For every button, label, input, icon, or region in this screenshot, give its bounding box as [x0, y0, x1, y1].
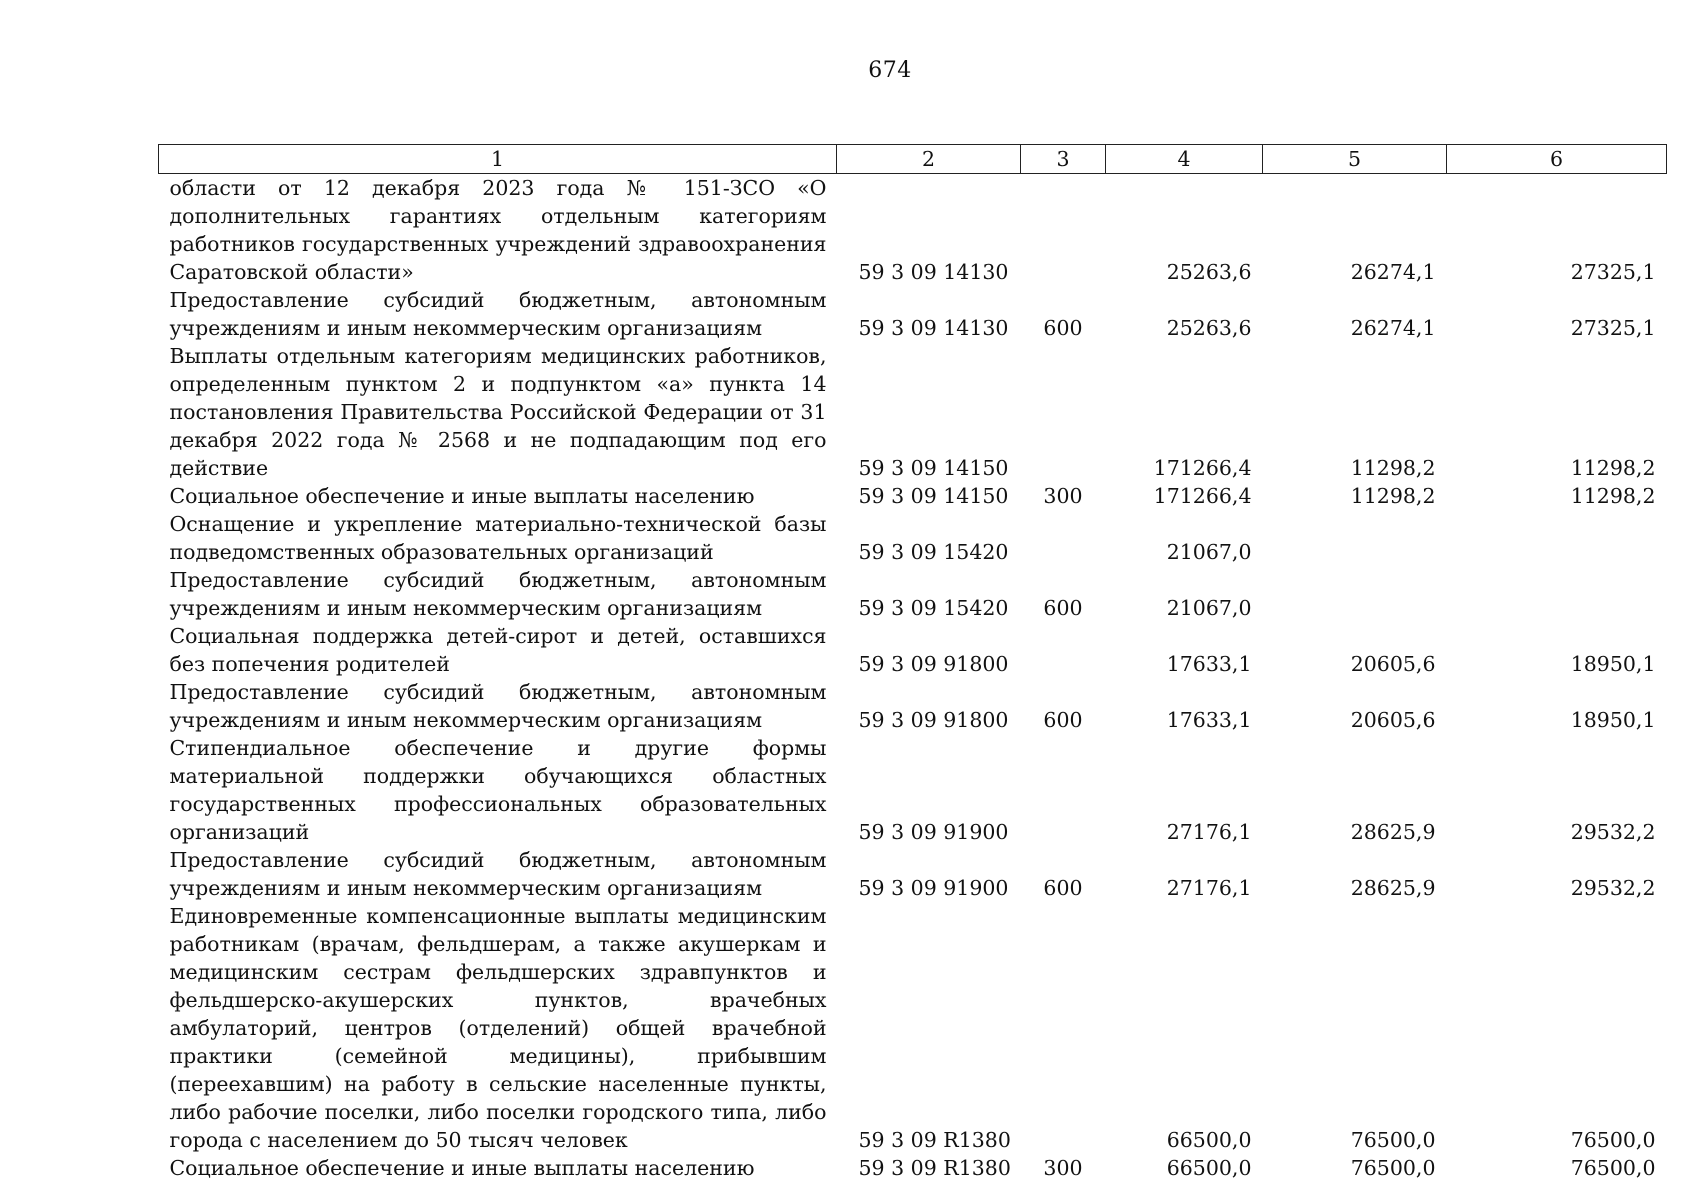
row-value-col-4: 21067,0	[1166, 596, 1252, 620]
row-expense-type: 600	[1043, 876, 1083, 900]
row-value-col-4: 27176,1	[1166, 876, 1252, 900]
row-description: Предоставление субсидий бюджетным, автономным учреждениям и иным некоммерческим организациям	[169, 568, 827, 620]
row-target-code: 59 3 09 91900	[858, 876, 1009, 900]
row-expense-type: 600	[1043, 708, 1083, 732]
row-description: Социальное обеспечение и иные выплаты населению	[169, 1156, 755, 1180]
row-expense-type	[1021, 622, 1106, 678]
row-value-col-5	[1263, 510, 1447, 566]
row-expense-type	[1021, 342, 1106, 482]
row-value-col-5: 26274,1	[1350, 260, 1436, 284]
row-value-col-6: 76500,0	[1570, 1128, 1656, 1152]
header-row	[159, 145, 1667, 174]
row-value-col-6: 27325,1	[1570, 260, 1656, 284]
table-header	[159, 145, 1667, 174]
row-expense-type	[1021, 734, 1106, 846]
header-col-4: 4	[1106, 145, 1263, 174]
table-row	[159, 622, 1667, 678]
row-value-col-4: 27176,1	[1166, 820, 1252, 844]
table-row	[159, 566, 1667, 622]
row-target-code: 59 3 09 R1380	[858, 1156, 1011, 1180]
table-row	[159, 510, 1667, 566]
header-col-3: 3	[1021, 145, 1106, 174]
row-value-col-4: 66500,0	[1166, 1156, 1252, 1180]
row-value-col-5	[1263, 566, 1447, 622]
row-expense-type	[1021, 174, 1106, 287]
row-value-col-4: 25263,6	[1166, 260, 1252, 284]
row-target-code: 59 3 09 15420	[858, 540, 1009, 564]
table-row	[159, 902, 1667, 1154]
row-value-col-5: 28625,9	[1350, 820, 1436, 844]
header-col-2: 2	[837, 145, 1021, 174]
row-value-col-6	[1447, 566, 1667, 622]
row-expense-type	[1021, 902, 1106, 1154]
table-row	[159, 174, 1667, 287]
row-value-col-6: 11298,2	[1570, 456, 1656, 480]
table-body	[159, 174, 1667, 1183]
row-description: Единовременные компенсационные выплаты медицинским работникам (врачам, фельдшерам, а также акушеркам и медицинским сестрам фельдшерских здравпунктов и фельдшерско-акушерских пунктов, врачебных амбулаторий, центров (отделений) общей врачебной практики (семейной медицины), прибывшим (переехавшим) на работу в сельские населенные пункты, либо рабочие поселки, либо поселки городского типа, либо города с населением до 50 тысяч человек	[169, 904, 827, 1152]
row-value-col-4: 17633,1	[1166, 708, 1252, 732]
table-row	[159, 846, 1667, 902]
row-value-col-5: 11298,2	[1350, 456, 1436, 480]
row-value-col-6: 29532,2	[1570, 876, 1656, 900]
row-target-code: 59 3 09 91800	[858, 652, 1009, 676]
row-value-col-5: 76500,0	[1350, 1128, 1436, 1152]
row-value-col-6: 11298,2	[1570, 484, 1656, 508]
budget-table	[158, 144, 1667, 1182]
table-row	[159, 286, 1667, 342]
row-expense-type: 600	[1043, 596, 1083, 620]
header-col-1: 1	[159, 145, 837, 174]
page-number: 674	[868, 58, 912, 83]
table-row	[159, 678, 1667, 734]
row-expense-type: 300	[1043, 484, 1083, 508]
row-target-code: 59 3 09 14130	[858, 316, 1009, 340]
row-value-col-4: 17633,1	[1166, 652, 1252, 676]
row-expense-type: 300	[1043, 1156, 1083, 1180]
row-expense-type	[1021, 510, 1106, 566]
row-target-code: 59 3 09 91800	[858, 708, 1009, 732]
row-description: Стипендиальное обеспечение и другие формы материальной поддержки обучающихся областных государственных профессиональных образовательных организаций	[169, 736, 827, 844]
header-col-6: 6	[1447, 145, 1667, 174]
row-description: Оснащение и укрепление материально-технической базы подведомственных образовательных организаций	[169, 512, 827, 564]
row-value-col-5: 28625,9	[1350, 876, 1436, 900]
row-target-code: 59 3 09 14130	[858, 260, 1009, 284]
header-col-5: 5	[1263, 145, 1447, 174]
row-value-col-6	[1447, 510, 1667, 566]
row-value-col-6: 76500,0	[1570, 1156, 1656, 1180]
row-value-col-5: 26274,1	[1350, 316, 1436, 340]
table-row	[159, 734, 1667, 846]
row-expense-type: 600	[1043, 316, 1083, 340]
row-description: области от 12 декабря 2023 года № 151-ЗСО «О дополнительных гарантиях отдельным категориям работников государственных учреждений здравоохранения Саратовской области»	[169, 176, 827, 284]
table-row	[159, 482, 1667, 510]
row-value-col-5: 76500,0	[1350, 1156, 1436, 1180]
row-value-col-4: 171266,4	[1153, 456, 1252, 480]
row-value-col-6: 18950,1	[1570, 708, 1656, 732]
row-description: Предоставление субсидий бюджетным, автономным учреждениям и иным некоммерческим организациям	[169, 680, 827, 732]
row-value-col-4: 25263,6	[1166, 316, 1252, 340]
row-description: Социальное обеспечение и иные выплаты населению	[169, 484, 755, 508]
row-value-col-4: 66500,0	[1166, 1128, 1252, 1152]
row-target-code: 59 3 09 91900	[858, 820, 1009, 844]
row-description: Предоставление субсидий бюджетным, автономным учреждениям и иным некоммерческим организациям	[169, 288, 827, 340]
row-target-code: 59 3 09 14150	[858, 456, 1009, 480]
row-target-code: 59 3 09 R1380	[858, 1128, 1011, 1152]
row-value-col-5: 20605,6	[1350, 652, 1436, 676]
row-value-col-4: 21067,0	[1166, 540, 1252, 564]
row-description: Предоставление субсидий бюджетным, автономным учреждениям и иным некоммерческим организациям	[169, 848, 827, 900]
row-value-col-6: 27325,1	[1570, 316, 1656, 340]
row-description: Выплаты отдельным категориям медицинских работников, определенным пунктом 2 и подпунктом «а» пункта 14 постановления Правительства Российской Федерации от 31 декабря 2022 года № 2568 и не подпадающим под его действие	[169, 344, 827, 480]
row-value-col-6: 29532,2	[1570, 820, 1656, 844]
table-row	[159, 1154, 1667, 1182]
row-value-col-4: 171266,4	[1153, 484, 1252, 508]
row-value-col-5: 11298,2	[1350, 484, 1436, 508]
row-target-code: 59 3 09 14150	[858, 484, 1009, 508]
row-target-code: 59 3 09 15420	[858, 596, 1009, 620]
table-row	[159, 342, 1667, 482]
row-description: Социальная поддержка детей-сирот и детей, оставшихся без попечения родителей	[169, 624, 827, 676]
row-value-col-6: 18950,1	[1570, 652, 1656, 676]
row-value-col-5: 20605,6	[1350, 708, 1436, 732]
